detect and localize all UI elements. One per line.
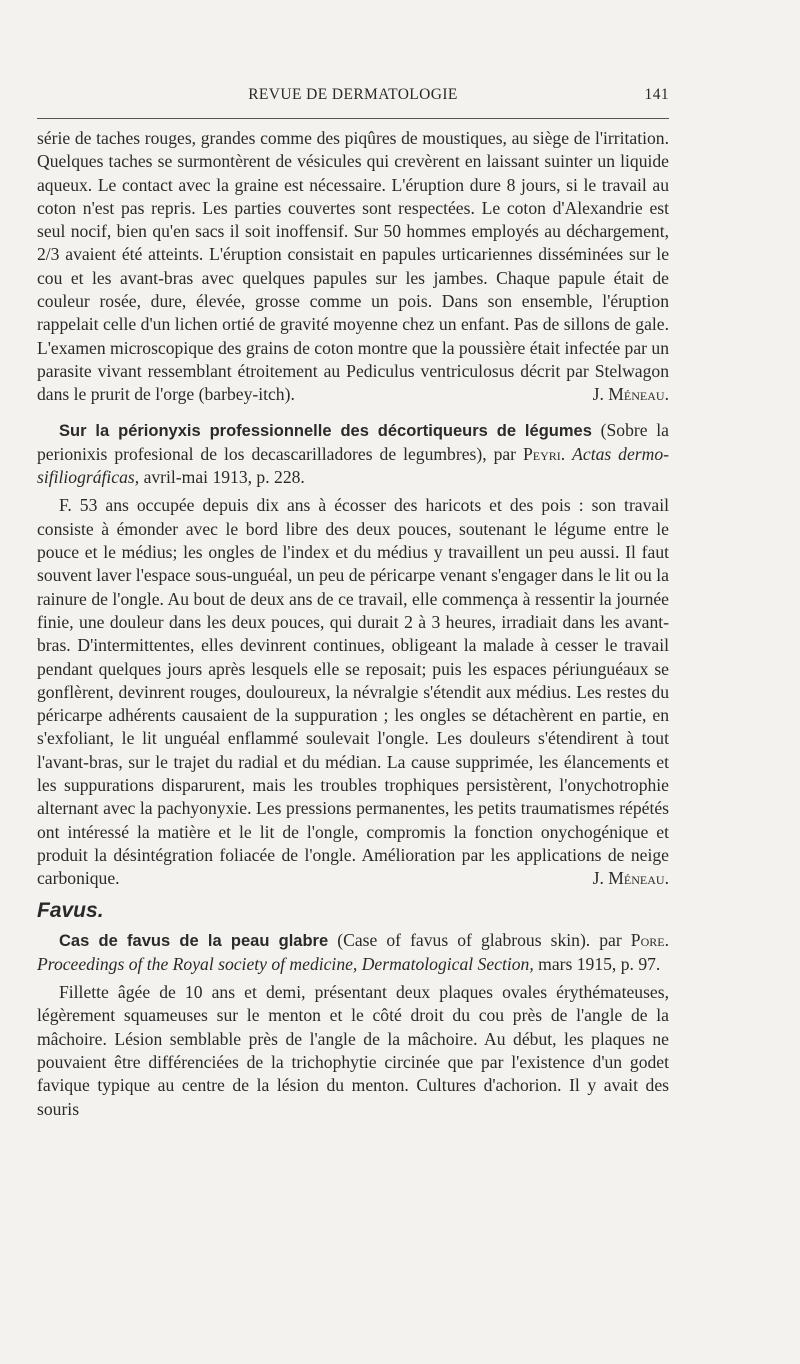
page-number: 141: [644, 86, 669, 103]
article-journal: Actas dermo-sifiliográficas,: [37, 443, 669, 488]
article-subtitle: (Case of favus of glabrous skin). par: [337, 929, 622, 950]
section-heading: Favus.: [37, 898, 104, 922]
article-title: Cas de favus de la peau glabre: [59, 931, 329, 950]
running-head: [37, 82, 669, 108]
article-body-text: Fillette âgée de 10 ans et demi, présentant deux plaques ovales érythémateuses, légèrement squameuses sur le menton et le côté droit du cou près de l'angle de la mâchoire. Lésion semblable près de l'angle de la mâchoire. Au début, les plaques ne pouvaient être différenciées de la trichophytie circinée que par l'existence d'un godet favique typique au centre de la lésion du menton. Cultures d'achorion. Il y avait des souris: [37, 982, 669, 1119]
article-citation: avril-mai 1913, p. 228.: [143, 467, 305, 488]
journal-title: REVUE DE DERMATOLOGIE: [248, 86, 458, 103]
article-journal: Proceedings of the Royal society of medicine, Dermatological Section,: [37, 953, 534, 974]
article-body: [37, 494, 669, 890]
continuation-text: série de taches rouges, grandes comme des piqûres de moustiques, au siège de l'irritation. Quelques taches se surmontèrent de vésicules qui crevèrent en laissant suinter un liquide aqueux. Le contact avec la graine est nécessaire. L'éruption dure 8 jours, si le travail au coton n'est pas repris. Les parties couvertes sont respectées. Le coton d'Alexandrie est seul nocif, bien qu'en sacs il soit inoffensif. Sur 50 hommes employés au déchargement, 2/3 avaient été atteints. L'éruption consistait en papules urticariennes disséminées sur le cou et les avant-bras avec quelques papules sur les jambes. Chaque papule était de couleur rosée, dure, élevée, grosse comme un pois. Dans son ensemble, l'éruption rappelait celle d'un lichen ortié de gravité moyenne chez un enfant. Pas de sillons de gale. L'examen microscopique des grains de coton montre que la poussière était infectée par un parasite vivant ressemblant étroitement au Pediculus ventriculosus décrit par Stelwagon dans le prurit de l'orge (barbey-itch).: [37, 128, 669, 405]
article-author: Pore.: [630, 929, 669, 950]
article-heading: [37, 929, 669, 977]
article-title: Sur la périonyxis professionnelle des décortiqueurs de légumes: [59, 421, 592, 440]
continuation-paragraph: [37, 127, 669, 407]
article-heading: [37, 419, 669, 490]
article-body-text: F. 53 ans occupée depuis dix ans à écosser des haricots et des pois : son travail consiste à émonder avec le bord libre des deux pouces, soutenant le légume entre le pouce et le médius; les ongles de l'index et du médius y travaillent un peu aussi. Il faut souvent laver l'espace sous-unguéal, un peu de péricarpe venant s'engager dans le lit ou la rainure de l'ongle. Au bout de deux ans de ce travail, elle commença à ressentir la journée finie, une douleur dans les deux pouces, qui durait 2 à 3 heures, irradiait dans les avant-bras. D'intermittentes, elles devinrent continues, obligeant la malade à cesser le travail pendant quelques jours après lesquels elle se reposait; puis les espaces périunguéaux se gonflèrent, devinrent rouges, douloureux, la névralgie s'étendit aux médius. Les restes du péricarpe adhérents causaient de la suppuration ; les ongles se détachèrent en partie, en s'exfoliant, le lit unguéal enflammé soulevait l'ongle. Les douleurs s'étendirent à tout l'avant-bras, sur le trajet du radial et du médian. La cause supprimée, les élancements et les suppurations disparurent, mais les troubles trophiques persistèrent, l'onychotrophie alternant avec la pachyonyxie. Les pressions permanentes, les petits traumatismes répétés ont intéressé la matière et le lit de l'ongle, compromis la fonction onychogénique et produit la désintégration foliacée de l'ongle. Amélioration par les applications de neige carbonique.: [37, 495, 669, 889]
article-subtitle: (Sobre la perionixis profesional de los decascarilladores de legumbres), par: [37, 419, 669, 464]
article-body: [37, 981, 669, 1121]
article-author: Peyri.: [523, 443, 566, 464]
article-citation: mars 1915, p. 97.: [538, 953, 661, 974]
page: [37, 82, 669, 1121]
article-signature: J. Méneau.: [592, 868, 669, 889]
header-rule: [37, 118, 669, 119]
continuation-signature: J. Méneau.: [592, 384, 669, 405]
